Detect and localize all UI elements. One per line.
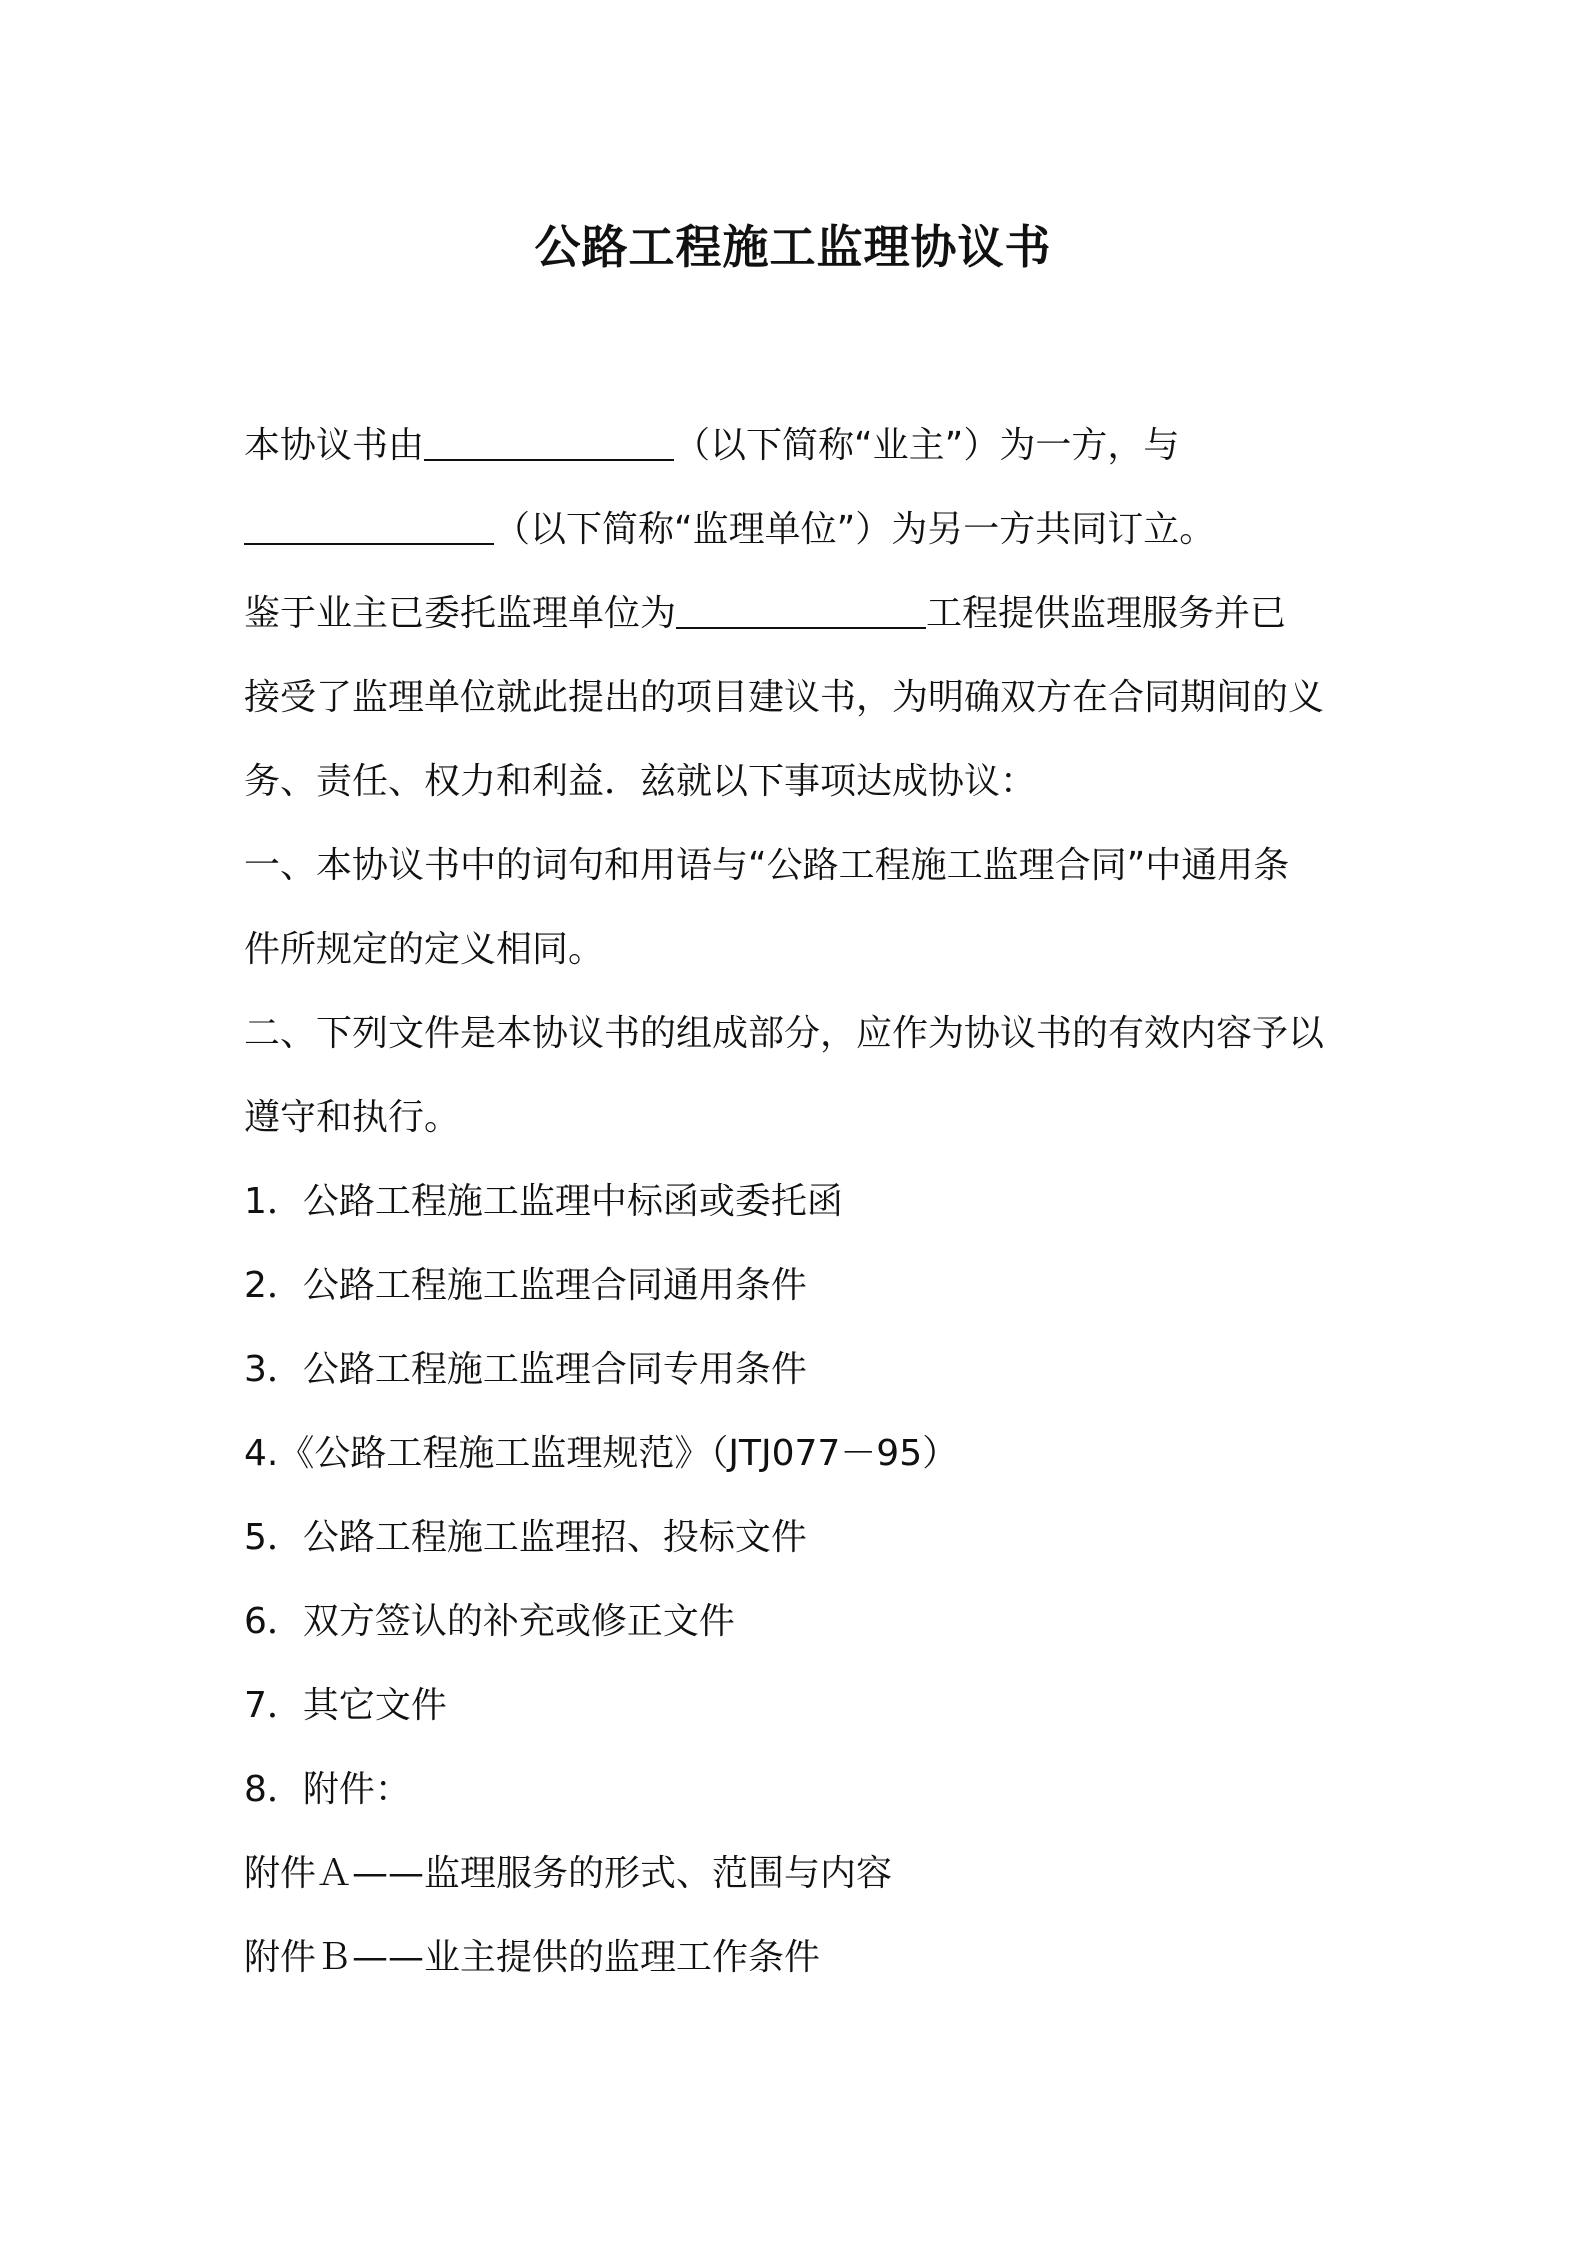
preamble-text: （以下简称“监理单位”）为另一方共同订立。	[494, 509, 1216, 550]
clause-1-line-1: 一、本协议书中的词句和用语与“公路工程施工监理合同”中通用条	[244, 845, 1290, 886]
document-body	[244, 404, 1364, 2000]
list-item: 4.《公路工程施工监理规范》（JTJ077－95）	[244, 1433, 959, 1474]
preamble-line-2	[244, 488, 1364, 572]
clause-2-line-2: 遵守和执行。	[244, 1097, 461, 1138]
list-item: 8．附件：	[244, 1769, 411, 1810]
owner-blank-field	[424, 419, 674, 461]
list-item: 1．公路工程施工监理中标函或委托函	[244, 1181, 843, 1222]
clause-2-line-1: 二、下列文件是本协议书的组成部分，应作为协议书的有效内容予以	[244, 1013, 1325, 1054]
preamble-line-4: 接受了监理单位就此提出的项目建议书，为明确双方在合同期间的义	[244, 677, 1325, 718]
preamble-text: 工程提供监理服务并已	[926, 593, 1287, 634]
preamble-text: （以下简称“业主”）为一方，与	[674, 425, 1180, 466]
attachment-item: 附件Ａ——监理服务的形式、范围与内容	[244, 1853, 893, 1894]
preamble-line-3	[244, 572, 1364, 656]
preamble-line-1	[244, 404, 1364, 488]
preamble-text: 鉴于业主已委托监理单位为	[244, 593, 677, 634]
list-item: 7．其它文件	[244, 1685, 447, 1726]
list-item: 6．双方签认的补充或修正文件	[244, 1601, 735, 1642]
preamble-text: 本协议书由	[244, 425, 425, 466]
list-item: 5．公路工程施工监理招、投标文件	[244, 1517, 807, 1558]
project-blank-field	[676, 587, 926, 629]
attachment-item: 附件Ｂ——业主提供的监理工作条件	[244, 1937, 821, 1978]
document-title: 公路工程施工监理协议书	[534, 220, 1052, 274]
preamble-line-5: 务、责任、权力和利益．兹就以下事项达成协议：	[244, 761, 1037, 802]
list-item: 3．公路工程施工监理合同专用条件	[244, 1349, 807, 1390]
clause-1-line-2: 件所规定的定义相同。	[244, 929, 605, 970]
supervisor-blank-field	[244, 503, 494, 545]
list-item: 2．公路工程施工监理合同通用条件	[244, 1265, 807, 1306]
